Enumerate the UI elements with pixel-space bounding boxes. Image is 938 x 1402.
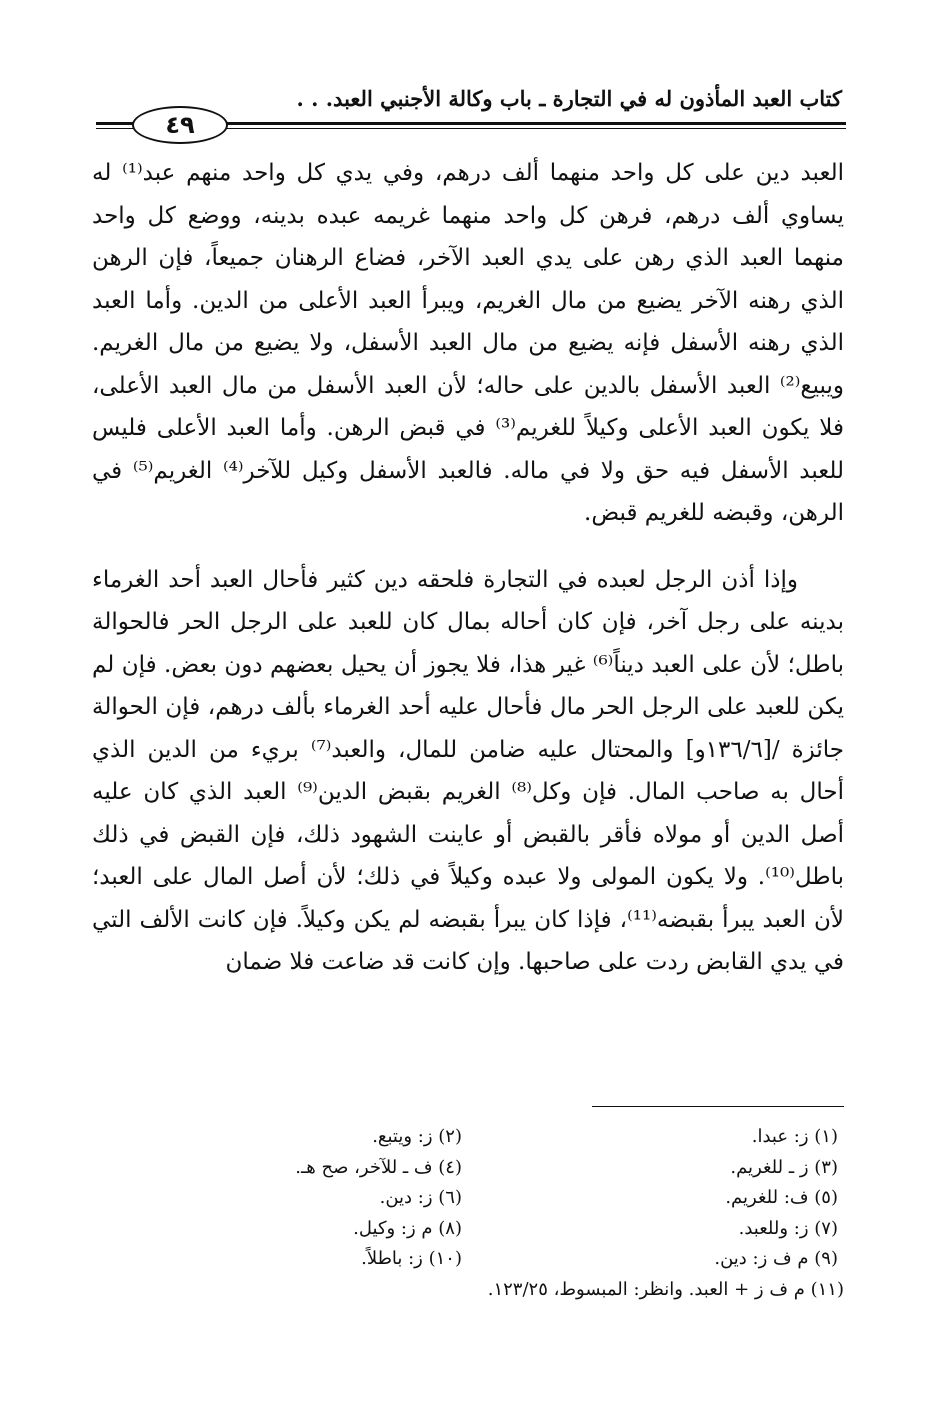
footnotes-grid <box>92 1122 844 1275</box>
footnote-5: (٥) ف: للغريم. <box>725 1187 838 1208</box>
footnote-3: (٣) ز ـ للغريم. <box>730 1156 838 1178</box>
footnote-separator <box>592 1106 844 1107</box>
page-number: ٤٩ <box>132 106 228 144</box>
footnote-11: (١١) م ف ز + العبد. وانظر: المبسوط، ١٢٣/٢٥. <box>487 1278 844 1300</box>
footnote-1: (١) ز: عبدا. <box>751 1126 838 1147</box>
header-rule <box>96 111 846 139</box>
footnotes <box>92 1122 844 1305</box>
footnote-10: (١٠) ز: باطلاً. <box>361 1248 462 1269</box>
footnote-7: (٧) ز: وللعبد. <box>738 1217 838 1239</box>
running-title: كتاب العبد المأذون له في التجارة ـ باب وكالة الأجنبي العبد. . . <box>296 86 842 111</box>
footnote-6: (٦) ز: دين. <box>379 1187 462 1208</box>
footnote-9: (٩) م ف ز: دين. <box>714 1248 838 1269</box>
paragraph-1: العبد دين على كل واحد منهما ألف درهم، وفي يدي كل واحد منهم عبد⁽¹⁾ له يساوي ألف درهم، فرهن كل واحد منهما غريمه عبده بدينه، ووضع كل واحد منهما العبد الذي رهن على يدي العبد الآخر، فضاع الرهنان جميعاً، فإن الرهن الذي رهنه الآخر يضيع من مال الغريم، ويبرأ العبد الأعلى من الدين. وأما العبد الذي رهنه الأسفل فإنه يضيع من مال العبد الأسفل، ولا يضيع من مال الغريم. ويبيع⁽²⁾ العبد الأسفل بالدين على حاله؛ لأن العبد الأسفل من مال العبد الأعلى، فلا يكون العبد الأعلى وكيلاً للغريم⁽³⁾ في قبض الرهن. وأما العبد الأعلى فليس للعبد الأسفل فيه حق ولا في ماله. فالعبد الأسفل وكيل للآخر⁽⁴⁾ الغريم⁽⁵⁾ في الرهن، وقبضه للغريم قبض. <box>92 160 844 526</box>
footnote-8: (٨) م ز: وكيل. <box>353 1217 462 1239</box>
main-text <box>92 152 844 984</box>
paragraph-2: وإذا أذن الرجل لعبده في التجارة فلحقه دين كثير فأحال العبد أحد الغرماء بدينه على رجل آخر، فإن كان أحاله بمال كان للعبد على الرجل الحر فالحوالة باطل؛ لأن على العبد ديناً⁽⁶⁾ غير هذا، فلا يجوز أن يحيل بعضهم دون بعض. فإن لم يكن للعبد على الرجل الحر مال فأحال عليه أحد الغرماء بألف درهم، فإن الحوالة جائزة /[١٣٦/٦و] والمحتال عليه ضامن للمال، والعبد⁽⁷⁾ بريء من الدين الذي أحال به صاحب المال. فإن وكل⁽⁸⁾ الغريم بقبض الدين⁽⁹⁾ العبد الذي كان عليه أصل الدين أو مولاه فأقر بالقبض أو عاينت الشهود ذلك، فإن القبض في ذلك باطل⁽¹⁰⁾. ولا يكون المولى ولا عبده وكيلاً في ذلك؛ لأن أصل المال على العبد؛ لأن العبد يبرأ بقبضه⁽¹¹⁾، فإذا كان يبرأ بقبضه لم يكن وكيلاً. فإن كانت الألف التي في يدي القابض ردت على صاحبها. وإن كانت قد ضاعت فلا ضمان <box>92 566 845 975</box>
footnote-4: (٤) ف ـ للآخر، صح هـ. <box>295 1156 462 1178</box>
footnote-2: (٢) ز: ويتبع. <box>372 1126 462 1147</box>
